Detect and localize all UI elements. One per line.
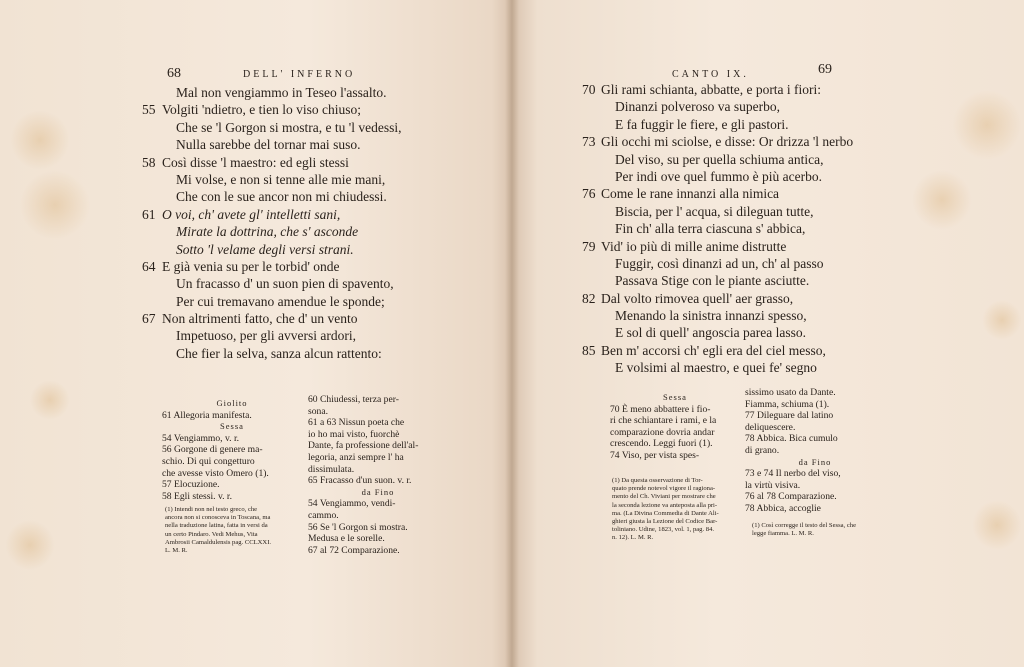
verse-line (142, 310, 482, 327)
verse-text: Che con le sue ancor non mi chiudessi. (176, 189, 387, 205)
notes-column (308, 394, 448, 556)
verse-number: 79 (582, 238, 596, 254)
note-line: 61 a 63 Nissun poeta che (308, 417, 405, 429)
footnote-line: (1) Da questa osservazione di Tor- (612, 477, 703, 484)
note-line: sissimo usato da Dante. (745, 387, 836, 398)
footnote-line: Ambrosii Camaldulensis pag. CCLXXI. (165, 538, 272, 546)
footnote-line: ma. (La Divina Commedia di Dante Ali- (612, 509, 719, 517)
note-line: 60 Chiudessi, terza per- (308, 394, 399, 405)
verse-line (582, 203, 962, 220)
note-line: 74 Viso, per vista spes- (610, 449, 700, 461)
footnote-line: la seconda lezione va anteposta alla pri- (612, 501, 718, 509)
verse-line (142, 345, 482, 362)
verse-line (582, 290, 962, 307)
verse-text: E volsimi al maestro, e quei fe' segno (615, 360, 817, 376)
verse-line (582, 324, 962, 341)
verse-text: Così disse 'l maestro: ed egli stessi (162, 154, 349, 170)
verse-line (142, 275, 482, 292)
verse-text: Passava Stige con le piante asciutte. (615, 273, 810, 289)
verse-line (582, 238, 962, 255)
verse-line (582, 255, 962, 272)
verse-line (582, 98, 962, 115)
verse-line (142, 293, 482, 310)
note-line: 54 Vengiammo, vendi- (308, 498, 396, 510)
footnote-line: n. 12). L. M. R. (612, 534, 654, 542)
footnote-line: legge fiamma. L. M. R. (752, 530, 814, 538)
note-line: 78 Abbica. Bica cumulo (745, 433, 838, 445)
verse-text: Che se 'l Gorgon si mostra, e tu 'l vedessi, (176, 119, 402, 135)
verse-number: 64 (142, 258, 156, 274)
verse-line (142, 171, 482, 188)
footnote-line: ghieri giusta la Lezione del Codice Bar- (612, 518, 718, 526)
note-line: Dante, fa professione dell'al- (308, 440, 419, 452)
note-line: 56 Gorgone di genere ma- (162, 444, 263, 456)
verse-line (142, 258, 482, 275)
footnote (752, 522, 892, 538)
verse-number: 82 (582, 290, 596, 306)
verse-line (142, 119, 482, 136)
verse-number: 70 (582, 82, 596, 97)
right-page (512, 0, 1024, 667)
foxing-stain (972, 500, 1022, 550)
note-line: 61 Allegoria manifesta. (162, 409, 252, 421)
note-line: 65 Fracasso d'un suon. v. r. (308, 475, 412, 487)
verse-text: Mal non vengiammo in Teseo l'assalto. (176, 85, 387, 100)
note-line: cammo. (308, 509, 339, 521)
verse-line (582, 307, 962, 324)
verse-line (582, 151, 962, 168)
footnote-line: L. M. R. (165, 547, 188, 555)
footnote-line: nella traduzione latina, fatta in versi da (165, 522, 268, 530)
note-line: la virtù visiva. (745, 479, 801, 491)
verse-text: Sotto 'l velame degli versi strani. (176, 241, 354, 257)
note-heading: da Fino (798, 456, 832, 467)
note-line: dissimulata. (308, 463, 355, 475)
verse-text: Ben m' accorsi ch' egli era del ciel messo, (601, 342, 826, 358)
verse-number: 55 (142, 102, 156, 118)
note-heading: Sessa (663, 392, 687, 402)
verse-line (582, 185, 962, 202)
verse-text: Del viso, su per quella schiuma antica, (615, 151, 824, 167)
verse-line (142, 223, 482, 240)
book-gutter (505, 0, 519, 667)
verse-number: 61 (142, 206, 156, 222)
footnote-line: un certo Pindaro. Vedi Mehus, Vita (165, 530, 258, 538)
note-line: sona. (308, 405, 328, 417)
page-number-right: 69 (818, 62, 832, 77)
note-line: 67 al 72 Comparazione. (308, 544, 400, 556)
foxing-stain (20, 170, 90, 240)
verse-text: Per indi ove quel fummo è più acerbo. (615, 168, 822, 184)
verse-text: Fuggir, così dinanzi ad un, ch' al passo (615, 255, 824, 271)
footnote (612, 477, 742, 543)
verse-number: 73 (582, 134, 596, 150)
note-line: 57 Elocuzione. (162, 479, 220, 491)
verse-text: Biscia, per l' acqua, si dileguan tutte, (615, 203, 814, 219)
note-line: legoria, anzi sempre l' ha (308, 451, 404, 463)
verse-line (142, 136, 482, 153)
verse-text: Nulla sarebbe del tornar mai suso. (176, 137, 361, 153)
verse-text: Fin ch' alla terra ciascuna s' abbica, (615, 221, 806, 237)
note-heading: Sessa (220, 421, 244, 432)
verse-text: E fa fuggir le fiere, e gli pastori. (615, 116, 789, 132)
note-line: 73 e 74 Il nerbo del viso, (745, 468, 841, 480)
verse-number: 58 (142, 154, 156, 170)
verse-line (142, 154, 482, 171)
verse-text: Vid' io più di mille anime distrutte (601, 238, 787, 254)
note-line: 77 Dileguare dal latino (745, 410, 834, 422)
verse-line (142, 241, 482, 258)
verse-text: Gli occhi mi sciolse, e disse: Or drizza 'l nerbo (601, 134, 854, 150)
verse-text: Impetuoso, per gli avversi ardori, (176, 328, 356, 344)
verse-line (142, 206, 482, 223)
verse-number: 85 (582, 342, 596, 358)
running-title-left: DELL' INFERNO (243, 69, 356, 80)
note-line: deliquescere. (745, 421, 796, 433)
note-line: schio. Di qui congetturo (162, 455, 255, 467)
verse-text: Un fracasso d' un suon pien di spavento, (176, 276, 394, 292)
verse-line (582, 272, 962, 289)
notes-column (610, 392, 740, 462)
note-line: che avesse visto Omero (1). (162, 467, 269, 479)
foxing-stain (952, 90, 1022, 160)
verse-number: 67 (142, 311, 156, 327)
verse-line (582, 81, 962, 98)
foxing-stain (982, 300, 1022, 340)
verse-line (582, 133, 962, 150)
verse-text: Non altrimenti fatto, che d' un vento (162, 311, 358, 327)
note-heading: da Fino (361, 486, 395, 497)
note-line: 70 È meno abbattere i fio- (610, 403, 711, 415)
footnote-line: ancora non si conosceva in Toscana, ma (165, 514, 271, 522)
verse-text: Dinanzi polveroso va superbo, (615, 99, 780, 115)
note-heading: Giolito (216, 398, 248, 408)
notes-column (162, 398, 302, 502)
verse-text: Mirate la dottrina, che s' asconde (176, 224, 359, 240)
note-line: Medusa e le sorelle. (308, 533, 385, 545)
note-line: di grano. (745, 444, 780, 456)
note-line: crescendo. Leggi fuori (1). (610, 438, 713, 450)
verse-line (142, 327, 482, 344)
foxing-stain (10, 110, 70, 170)
footnote (165, 506, 305, 555)
note-line: io ho mai visto, fuorchè (308, 428, 400, 440)
page-number-left: 68 (167, 66, 181, 81)
note-line: Fiamma, schiuma (1). (745, 398, 830, 410)
notes-column (745, 387, 885, 515)
verse-text: Volgiti 'ndietro, e tien lo viso chiuso; (162, 102, 362, 118)
note-line: 78 Abbica, accoglie (745, 502, 821, 514)
footnote-line: mento del Ch. Viviani per mostrare che (612, 493, 716, 501)
verse-line (582, 359, 962, 376)
verse-text: Dal volto rimovea quell' aer grasso, (601, 290, 794, 306)
verse-text: Mi volse, e non si tenne alle mie mani, (176, 171, 386, 187)
verse-text: Gli rami schianta, abbatte, e porta i fiori: (601, 82, 822, 97)
running-title-right: CANTO IX. (672, 69, 749, 80)
verse-line (582, 116, 962, 133)
verse-text: Come le rane innanzi alla nimica (601, 186, 780, 202)
verse-line (582, 342, 962, 359)
note-line: ri che schiantare i rami, e la (610, 415, 717, 427)
foxing-stain (30, 380, 70, 420)
verse-text: Che fier la selva, sanza alcun rattento: (176, 345, 382, 361)
verse-block-right (582, 81, 962, 377)
verse-block-left (142, 84, 482, 362)
footnote-line: toliniano. Udine, 1823, vol. 1, pag. 84. (612, 526, 715, 534)
verse-line (582, 168, 962, 185)
verse-line (142, 101, 482, 118)
footnote-line: (1) Intendi non nel testo greco, che (165, 506, 258, 513)
note-line: 58 Egli stessi. v. r. (162, 490, 232, 502)
verse-text: O voi, ch' avete gl' intelletti sani, (162, 206, 341, 222)
note-line: 54 Vengiammo, v. r. (162, 432, 240, 444)
verse-number: 76 (582, 186, 596, 202)
note-line: 76 al 78 Comparazione. (745, 491, 837, 503)
verse-line (142, 188, 482, 205)
verse-text: E già venia su per le torbid' onde (162, 258, 340, 274)
verse-text: Per cui tremavano amendue le sponde; (176, 293, 385, 309)
verse-text: E sol di quell' angoscia parea lasso. (615, 325, 807, 341)
footnote-line: quato prende notevol vigore il ragiona- (612, 485, 716, 493)
verse-line (142, 84, 482, 101)
foxing-stain (5, 520, 55, 570)
footnote-line: (1) Così corregge il testo del Sessa, che (752, 522, 857, 529)
verse-line (582, 220, 962, 237)
note-line: comparazione dovria andar (610, 426, 715, 438)
note-line: 56 Se 'l Gorgon si mostra. (308, 521, 408, 533)
verse-text: Menando la sinistra innanzi spesso, (615, 308, 807, 324)
